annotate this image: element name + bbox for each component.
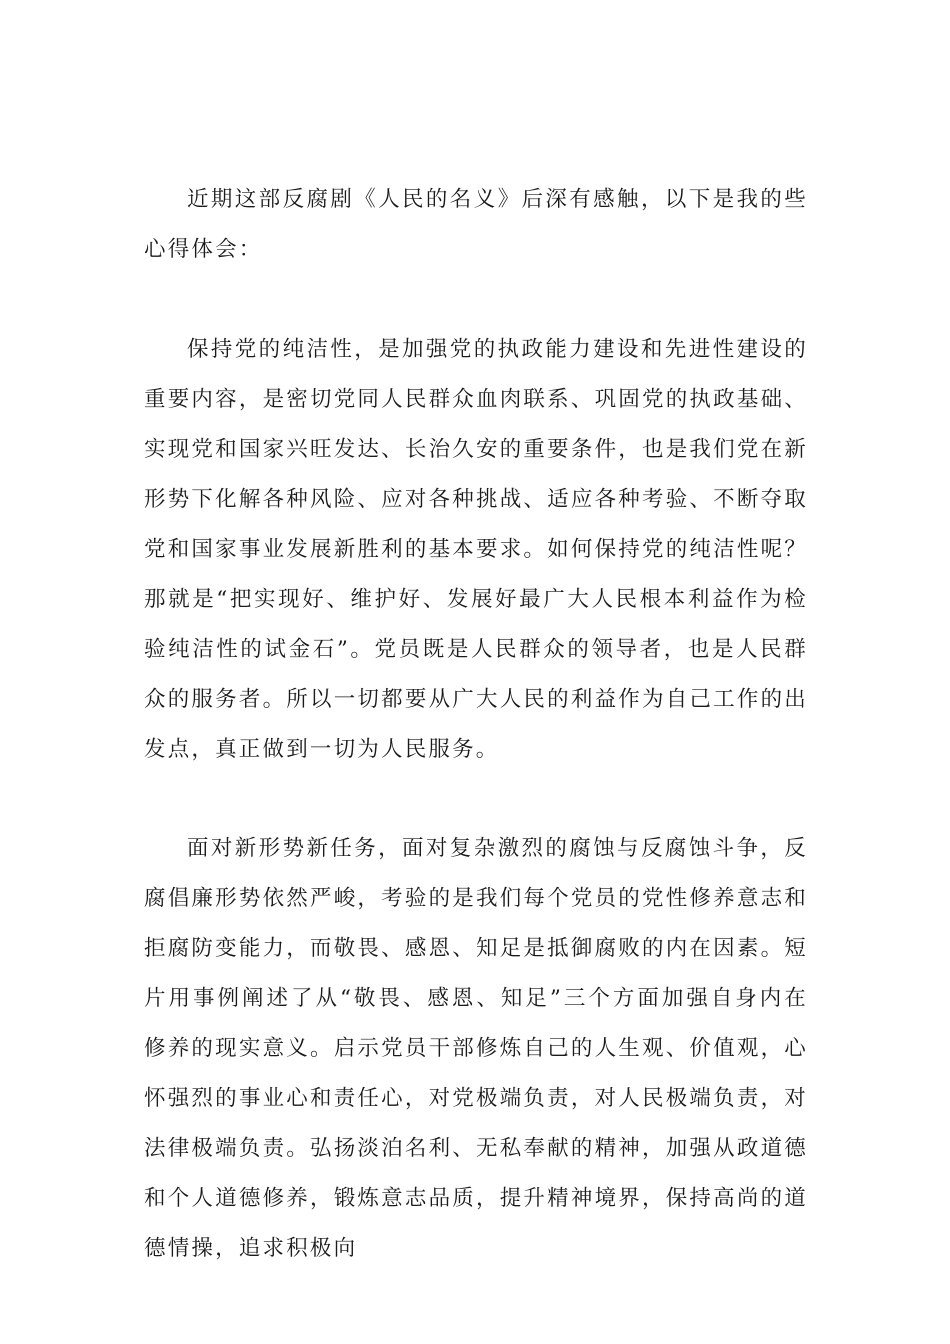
paragraph-intro: 近期这部反腐剧《人民的名义》后深有感触，以下是我的些心得体会： xyxy=(144,187,808,262)
paragraph-party-purity: 保持党的纯洁性，是加强党的执政能力建设和先进性建设的重要内容，是密切党同人民群众血肉联系、巩固党的执政基础、实现党和国家兴旺发达、长治久安的重要条件，也是我们党在新形势下化解各种风险、应对各种挑战、适应各种考验、不断夺取党和国家事业发展新胜利的基本要求。如何保持党的纯洁性呢？那就是“把实现好、维护好、发展好最广大人民根本利益作为检验纯洁性的试金石”。党员既是人民群众的领导者，也是人民群众的服务者。所以一切都要从广大人民的利益作为自己工作的出发点，真正做到一切为人民服务。 xyxy=(144,337,808,762)
paragraph-anti-corruption: 面对新形势新任务，面对复杂激烈的腐蚀与反腐蚀斗争，反腐倡廉形势依然严峻，考验的是我们每个党员的党性修养意志和拒腐防变能力，而敬畏、感恩、知足是抵御腐败的内在因素。短片用事例阐述了从“敬畏、感恩、知足”三个方面加强自身内在修养的现实意义。启示党员干部修炼自己的人生观、价值观，心怀强烈的事业心和责任心，对党极端负责，对人民极端负责，对法律极端负责。弘扬淡泊名利、无私奉献的精神，加强从政道德和个人道德修养，锻炼意志品质，提升精神境界，保持高尚的道德情操，追求积极向 xyxy=(144,836,808,1261)
